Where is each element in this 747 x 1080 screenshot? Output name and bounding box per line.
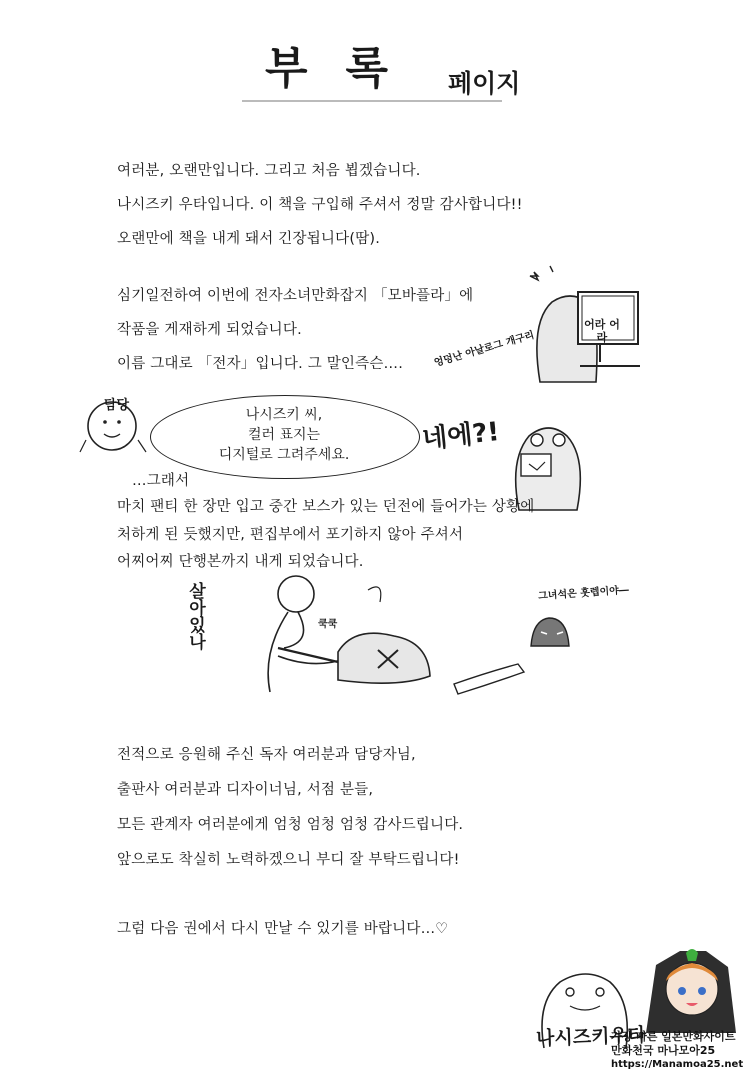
title-underline (242, 100, 502, 102)
text-line: 나시즈키 우타입니다. 이 책을 구입해 주셔서 정말 감사합니다!! (117, 197, 523, 213)
editor-label: 담당 (104, 398, 130, 413)
text-line: 앞으로도 착실히 노력하겠으니 부디 잘 부탁드립니다! (117, 852, 460, 868)
monitor-screen-text: 어라 어라 (584, 318, 620, 344)
page-title (265, 32, 426, 96)
slime-caption: 그녀석은 훗렙이야― (537, 584, 630, 603)
bubble-line: 나시즈키 씨, (245, 407, 323, 423)
text-line: 그럼 다음 권에서 다시 만날 수 있기를 바랍니다…♡ (117, 921, 449, 937)
text-line: 어찌어찌 단행본까지 내게 되었습니다. (117, 554, 364, 570)
poke-scene-doodle (218, 572, 538, 702)
watermark-line: 가장 빠른 일본만화사이트 (611, 1030, 736, 1043)
watermark-mascot (636, 945, 746, 1035)
text-line: 오랜만에 책을 내게 돼서 긴장됩니다(땀). (117, 231, 381, 247)
text-line: 처하게 된 듯했지만, 편집부에서 포기하지 않아 주셔서 (117, 527, 464, 543)
author-signature: 나시즈키우타 (535, 1024, 647, 1050)
title-char-1: 부 (265, 43, 312, 94)
text-line: 이름 그대로 「전자」입니다. 그 말인즉슨…. (117, 356, 404, 372)
watermark-url: https://Manamoa25.net (611, 1059, 744, 1070)
frog-caption: 엉덩난 아날로그 개구리 (433, 329, 536, 369)
bubble-line: 컬러 표지는 (247, 427, 321, 443)
sob-label: 쿡쿡 (318, 619, 338, 630)
text-line: 출판사 여러분과 디자이너님, 서점 분들, (117, 782, 374, 798)
speech-bubble-text (150, 405, 418, 465)
page-subtitle: 페이지 (448, 69, 521, 98)
text-line: 마치 팬티 한 장만 입고 중간 보스가 있는 던전에 들어가는 상황에 (117, 499, 535, 515)
title-char-2: 록 (345, 43, 393, 94)
shout-label: 네에?! (420, 417, 501, 455)
watermark-line: 만화천국 마나모아25 (611, 1044, 716, 1057)
alive-label: 살아있나 (185, 582, 205, 650)
bubble-line: 디지털로 그려주세요. (218, 447, 350, 463)
text-line: 전적으로 응원해 주신 독자 여러분과 담당자님, (117, 747, 416, 763)
editor-doodle (78, 380, 158, 465)
text-line: 작품을 게재하게 되었습니다. (117, 322, 302, 338)
site-watermark (611, 1030, 743, 1072)
slime-doodle (525, 612, 575, 652)
text-line: …그래서 (132, 473, 190, 489)
text-line: 모든 관계자 여러분에게 엄청 엄청 엄청 감사드립니다. (117, 817, 464, 833)
text-line: 심기일전하여 이번에 전자소녀만화잡지 「모바플라」에 (117, 288, 474, 304)
text-line: 여러분, 오랜만입니다. 그리고 처음 뵙겠습니다. (117, 163, 421, 179)
